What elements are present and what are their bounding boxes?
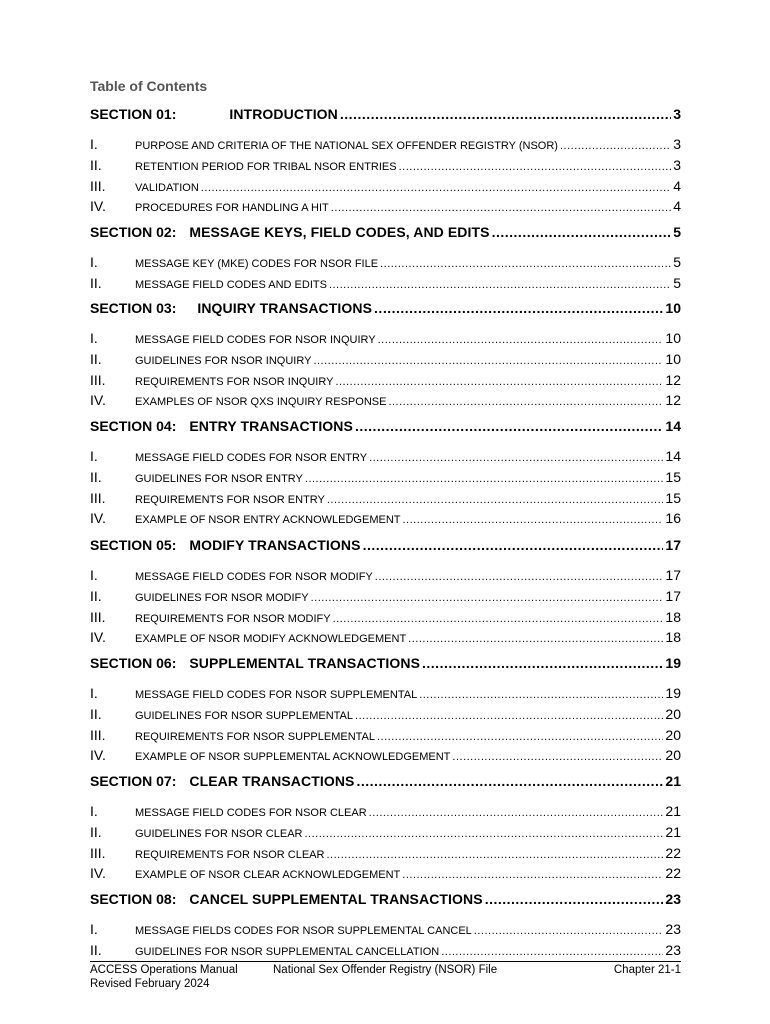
- toc-item-row[interactable]: [90, 469, 681, 485]
- section-title: ENTRY TRANSACTIONS: [189, 418, 353, 434]
- item-page-number: 4: [673, 198, 681, 214]
- item-title: EXAMPLE OF NSOR SUPPLEMENTAL ACKNOWLEDGEMENT: [135, 751, 451, 763]
- dot-leader: [492, 224, 672, 240]
- section-title: MODIFY TRANSACTIONS: [189, 537, 361, 553]
- item-title: MESSAGE FIELDS CODES FOR NSOR SUPPLEMENTAL CANCEL: [135, 925, 472, 937]
- item-page-number: 3: [673, 157, 681, 173]
- item-page-number: 20: [665, 727, 681, 743]
- toc-section-row[interactable]: [90, 418, 681, 438]
- section-label: SECTION 01:: [90, 106, 177, 122]
- toc-item-row[interactable]: [90, 275, 681, 291]
- section-label: SECTION 08:: [90, 891, 177, 907]
- item-title: MESSAGE FIELD CODES AND EDITS: [135, 279, 327, 291]
- item-title: MESSAGE FIELD CODES FOR NSOR INQUIRY: [135, 334, 376, 346]
- item-page-number: 19: [665, 685, 681, 701]
- section-page-number: 19: [665, 655, 681, 671]
- section-label: SECTION 05:: [90, 537, 177, 553]
- item-numeral: II.: [90, 351, 102, 367]
- toc-title: Table of Contents: [90, 78, 208, 94]
- item-title: PURPOSE AND CRITERIA OF THE NATIONAL SEX OFFENDER REGISTRY (NSOR): [135, 140, 558, 152]
- dot-leader: [355, 418, 663, 434]
- toc-item-row[interactable]: [90, 803, 681, 819]
- toc-item-row[interactable]: [90, 921, 681, 937]
- footer-divider: [90, 961, 681, 962]
- footer-file-name: National Sex Offender Registry (NSOR) File: [273, 964, 498, 976]
- toc-section-row[interactable]: [90, 106, 681, 126]
- dot-leader: [369, 452, 663, 464]
- dot-leader: [304, 828, 663, 840]
- item-title: GUIDELINES FOR NSOR INQUIRY: [135, 355, 312, 367]
- item-numeral: III.: [90, 727, 106, 743]
- item-numeral: IV.: [90, 629, 106, 645]
- section-label: SECTION 07:: [90, 773, 177, 789]
- dot-leader: [408, 633, 663, 645]
- item-page-number: 20: [665, 747, 681, 763]
- section-page-number: 3: [673, 106, 681, 122]
- section-page-number: 21: [665, 773, 681, 789]
- item-page-number: 23: [665, 921, 681, 937]
- toc-section-row[interactable]: [90, 655, 681, 675]
- toc-item-row[interactable]: [90, 330, 681, 346]
- dot-leader: [441, 946, 663, 958]
- dot-leader: [333, 613, 664, 625]
- item-numeral: II.: [90, 942, 102, 958]
- item-numeral: III.: [90, 372, 106, 388]
- toc-item-row[interactable]: [90, 685, 681, 701]
- toc-item-row[interactable]: [90, 588, 681, 604]
- item-title: REQUIREMENTS FOR NSOR CLEAR: [135, 849, 325, 861]
- item-numeral: IV.: [90, 198, 106, 214]
- item-page-number: 21: [665, 824, 681, 840]
- item-numeral: I.: [90, 330, 98, 346]
- dot-leader: [201, 182, 671, 194]
- item-numeral: II.: [90, 706, 102, 722]
- item-numeral: II.: [90, 824, 102, 840]
- item-numeral: III.: [90, 609, 106, 625]
- item-numeral: IV.: [90, 747, 106, 763]
- item-title: REQUIREMENTS FOR NSOR MODIFY: [135, 613, 331, 625]
- section-title: INTRODUCTION: [229, 106, 338, 122]
- footer-revision-date: Revised February 2024: [90, 978, 210, 990]
- section-title: CANCEL SUPPLEMENTAL TRANSACTIONS: [189, 891, 483, 907]
- toc-item-row[interactable]: [90, 629, 681, 645]
- dot-leader: [329, 279, 671, 291]
- item-title: EXAMPLE OF NSOR ENTRY ACKNOWLEDGEMENT: [135, 514, 401, 526]
- item-numeral: I.: [90, 803, 98, 819]
- toc-item-row[interactable]: [90, 372, 681, 388]
- section-page-number: 5: [673, 224, 681, 240]
- item-title: RETENTION PERIOD FOR TRIBAL NSOR ENTRIES: [135, 161, 397, 173]
- item-title: EXAMPLE OF NSOR CLEAR ACKNOWLEDGEMENT: [135, 869, 401, 881]
- toc-item-row[interactable]: [90, 865, 681, 881]
- item-title: EXAMPLES OF NSOR QXS INQUIRY RESPONSE: [135, 396, 387, 408]
- item-page-number: 17: [665, 588, 681, 604]
- toc-item-row[interactable]: [90, 392, 681, 408]
- toc-item-row[interactable]: [90, 178, 681, 194]
- item-title: MESSAGE FIELD CODES FOR NSOR CLEAR: [135, 807, 367, 819]
- footer-chapter: Chapter 21-1: [613, 964, 681, 976]
- item-numeral: III.: [90, 178, 106, 194]
- item-page-number: 22: [665, 865, 681, 881]
- item-page-number: 17: [665, 567, 681, 583]
- dot-leader: [399, 161, 672, 173]
- item-title: MESSAGE FIELD CODES FOR NSOR SUPPLEMENTAL: [135, 689, 418, 701]
- dot-leader: [419, 689, 663, 701]
- dot-leader: [422, 655, 663, 671]
- dot-leader: [474, 925, 664, 937]
- item-title: PROCEDURES FOR HANDLING A HIT: [135, 202, 329, 214]
- item-title: MESSAGE FIELD CODES FOR NSOR MODIFY: [135, 571, 373, 583]
- item-title: GUIDELINES FOR NSOR SUPPLEMENTAL CANCELLATION: [135, 946, 440, 958]
- item-page-number: 10: [665, 330, 681, 346]
- dot-leader: [380, 258, 671, 270]
- item-numeral: IV.: [90, 392, 106, 408]
- toc-item-row[interactable]: [90, 254, 681, 270]
- section-title: SUPPLEMENTAL TRANSACTIONS: [189, 655, 421, 671]
- section-label: SECTION 06:: [90, 655, 177, 671]
- section-page-number: 17: [665, 537, 681, 553]
- dot-leader: [305, 473, 664, 485]
- toc-item-row[interactable]: [90, 747, 681, 763]
- dot-leader: [313, 355, 663, 367]
- item-page-number: 18: [665, 629, 681, 645]
- dot-leader: [340, 106, 671, 122]
- item-numeral: I.: [90, 136, 98, 152]
- item-title: GUIDELINES FOR NSOR MODIFY: [135, 592, 309, 604]
- item-page-number: 5: [673, 254, 681, 270]
- item-numeral: IV.: [90, 510, 106, 526]
- item-numeral: I.: [90, 567, 98, 583]
- dot-leader: [485, 891, 664, 907]
- item-title: REQUIREMENTS FOR NSOR SUPPLEMENTAL: [135, 731, 375, 743]
- toc-item-row[interactable]: [90, 727, 681, 743]
- toc-item-row[interactable]: [90, 845, 681, 861]
- item-page-number: 15: [665, 469, 681, 485]
- item-page-number: 23: [665, 942, 681, 958]
- item-title: VALIDATION: [135, 182, 199, 194]
- toc-item-row[interactable]: [90, 490, 681, 506]
- section-title: INQUIRY TRANSACTIONS: [197, 300, 373, 316]
- toc-section-row[interactable]: [90, 537, 681, 557]
- dot-leader: [331, 202, 671, 214]
- item-numeral: I.: [90, 254, 98, 270]
- toc-item-row[interactable]: [90, 706, 681, 722]
- item-numeral: II.: [90, 275, 102, 291]
- section-page-number: 23: [665, 891, 681, 907]
- section-label: SECTION 02:: [90, 224, 177, 240]
- item-numeral: II.: [90, 469, 102, 485]
- item-title: MESSAGE KEY (MKE) CODES FOR NSOR FILE: [135, 258, 379, 270]
- item-title: GUIDELINES FOR NSOR ENTRY: [135, 473, 303, 485]
- item-numeral: I.: [90, 685, 98, 701]
- item-numeral: III.: [90, 845, 106, 861]
- item-page-number: 5: [673, 275, 681, 291]
- dot-leader: [327, 494, 664, 506]
- item-page-number: 4: [673, 178, 681, 194]
- item-numeral: III.: [90, 490, 106, 506]
- dot-leader: [311, 592, 664, 604]
- item-title: GUIDELINES FOR NSOR SUPPLEMENTAL: [135, 710, 354, 722]
- section-title: CLEAR TRANSACTIONS: [189, 773, 355, 789]
- item-numeral: I.: [90, 921, 98, 937]
- dot-leader: [378, 334, 664, 346]
- dot-leader: [363, 537, 664, 553]
- item-page-number: 16: [665, 510, 681, 526]
- dot-leader: [326, 849, 663, 861]
- item-page-number: 21: [665, 803, 681, 819]
- section-title: MESSAGE KEYS, FIELD CODES, AND EDITS: [189, 224, 490, 240]
- toc-item-row[interactable]: [90, 198, 681, 214]
- item-page-number: 12: [665, 372, 681, 388]
- toc-item-row[interactable]: [90, 136, 681, 152]
- dot-leader: [388, 396, 663, 408]
- section-label: SECTION 04:: [90, 418, 177, 434]
- toc-item-row[interactable]: [90, 351, 681, 367]
- item-title: EXAMPLE OF NSOR MODIFY ACKNOWLEDGEMENT: [135, 633, 407, 645]
- dot-leader: [335, 376, 663, 388]
- item-title: MESSAGE FIELD CODES FOR NSOR ENTRY: [135, 452, 368, 464]
- dot-leader: [452, 751, 663, 763]
- item-page-number: 3: [673, 136, 681, 152]
- toc-item-row[interactable]: [90, 942, 681, 958]
- toc-item-row[interactable]: [90, 824, 681, 840]
- toc-item-row[interactable]: [90, 609, 681, 625]
- dot-leader: [355, 710, 663, 722]
- dot-leader: [357, 773, 664, 789]
- dot-leader: [560, 140, 671, 152]
- section-page-number: 10: [665, 300, 681, 316]
- footer-left: [90, 963, 238, 991]
- footer-manual-name: ACCESS Operations Manual: [90, 964, 238, 976]
- item-page-number: 14: [665, 448, 681, 464]
- item-title: GUIDELINES FOR NSOR CLEAR: [135, 828, 303, 840]
- item-page-number: 12: [665, 392, 681, 408]
- item-title: REQUIREMENTS FOR NSOR ENTRY: [135, 494, 325, 506]
- dot-leader: [374, 300, 663, 316]
- section-page-number: 14: [665, 418, 681, 434]
- item-page-number: 22: [665, 845, 681, 861]
- item-page-number: 20: [665, 706, 681, 722]
- dot-leader: [402, 514, 663, 526]
- item-numeral: II.: [90, 157, 102, 173]
- item-page-number: 15: [665, 490, 681, 506]
- toc-section-row[interactable]: [90, 773, 681, 793]
- dot-leader: [369, 807, 664, 819]
- item-numeral: I.: [90, 448, 98, 464]
- toc-item-row[interactable]: [90, 448, 681, 464]
- dot-leader: [375, 571, 664, 583]
- toc-item-row[interactable]: [90, 567, 681, 583]
- toc-section-row[interactable]: [90, 300, 681, 320]
- item-title: REQUIREMENTS FOR NSOR INQUIRY: [135, 376, 334, 388]
- dot-leader: [402, 869, 663, 881]
- toc-item-row[interactable]: [90, 157, 681, 173]
- toc-section-row[interactable]: [90, 224, 681, 244]
- item-numeral: II.: [90, 588, 102, 604]
- item-page-number: 18: [665, 609, 681, 625]
- item-page-number: 10: [665, 351, 681, 367]
- toc-section-row[interactable]: [90, 891, 681, 911]
- item-numeral: IV.: [90, 865, 106, 881]
- dot-leader: [377, 731, 663, 743]
- section-label: SECTION 03:: [90, 300, 177, 316]
- toc-item-row[interactable]: [90, 510, 681, 526]
